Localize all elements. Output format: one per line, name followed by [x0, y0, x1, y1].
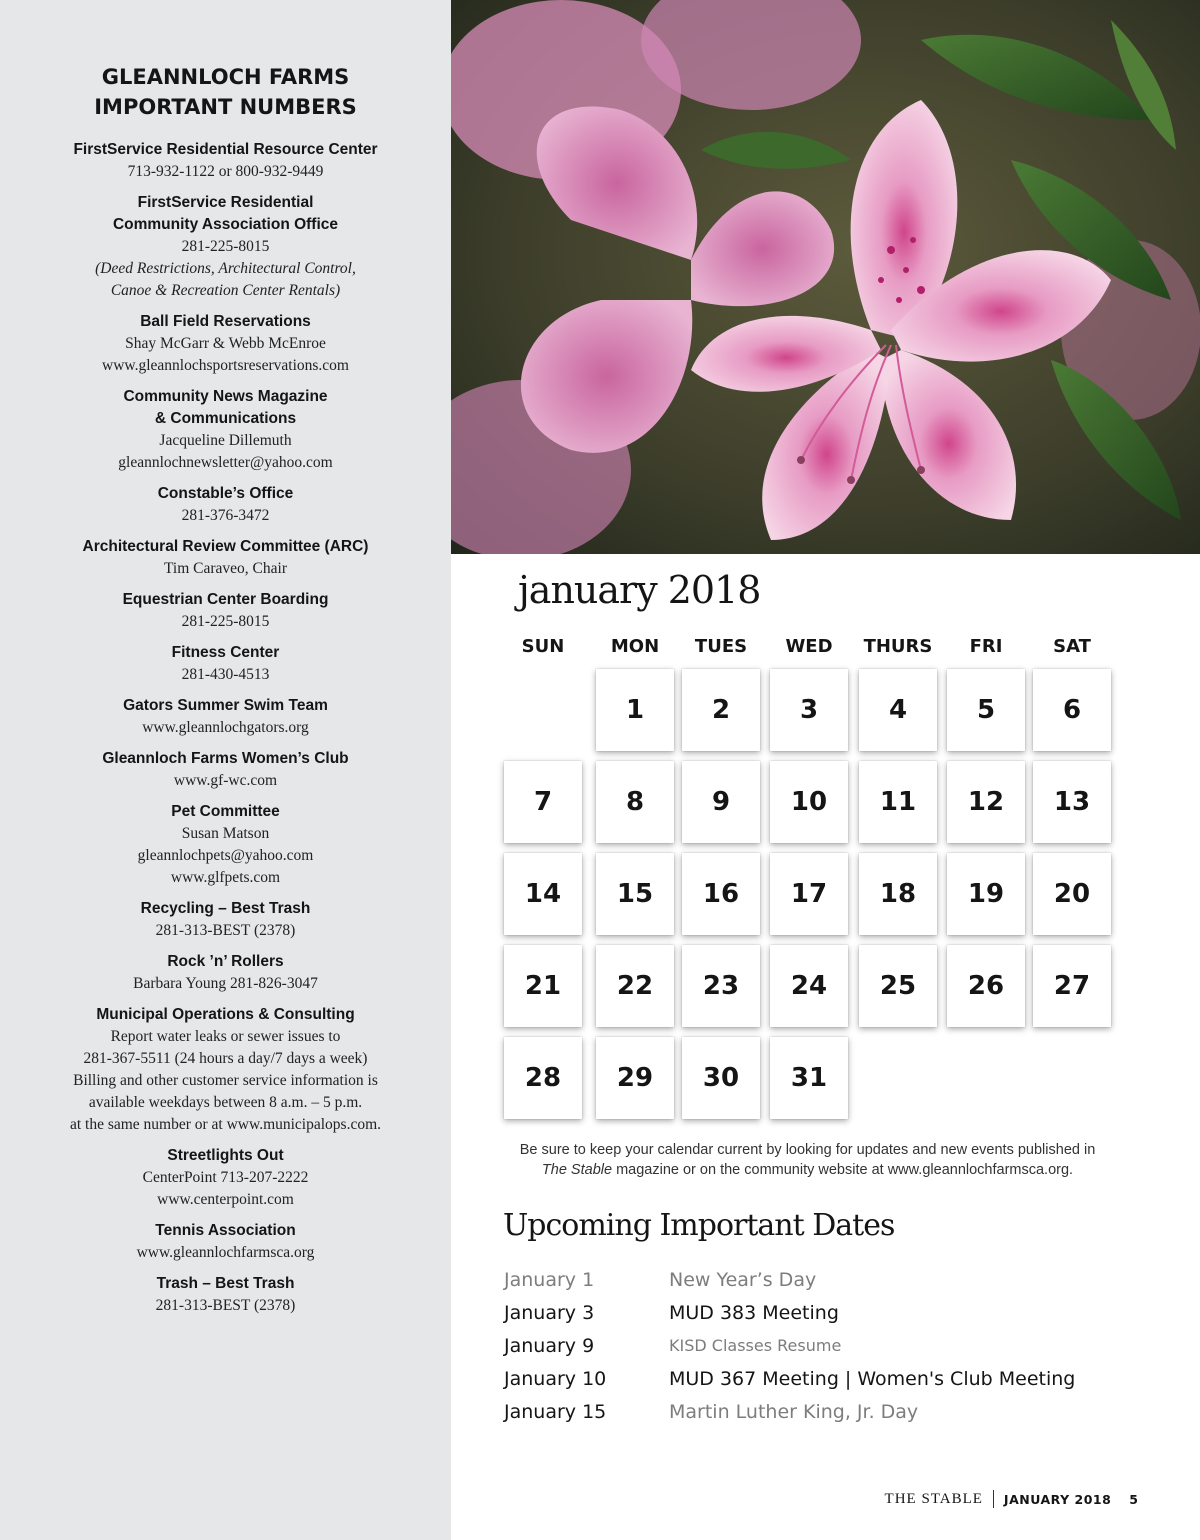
contact-detail: 281-313-BEST (2378): [155, 1297, 296, 1314]
contact-list: [0, 139, 451, 1326]
calendar-note-line2: magazine or on the community website at www.gleannlochfarmsca.org.: [612, 1162, 1074, 1178]
contact-detail: Jacqueline Dillemuth: [159, 432, 292, 449]
contact-entry: [0, 386, 451, 474]
upcoming-date: January 15: [504, 1401, 607, 1423]
azalea-flower-image: [451, 0, 1200, 554]
calendar-day: 3: [770, 669, 848, 751]
contact-entry: [0, 311, 451, 377]
azalea-photo: [451, 0, 1200, 554]
calendar-day: 23: [682, 945, 760, 1027]
page-number: 5: [1129, 1491, 1138, 1507]
calendar-day: 15: [596, 853, 674, 935]
calendar-day: 29: [596, 1037, 674, 1119]
contact-title: Recycling – Best Trash: [140, 900, 311, 917]
calendar-day: 11: [859, 761, 937, 843]
contact-entry: [0, 898, 451, 942]
contact-detail: www.gf-wc.com: [173, 772, 278, 789]
contact-title: Fitness Center: [171, 644, 280, 661]
contact-title: Streetlights Out: [167, 1147, 284, 1164]
contact-title: Municipal Operations & Consulting: [96, 1006, 355, 1023]
calendar-day: 5: [947, 669, 1025, 751]
calendar-day: 7: [504, 761, 582, 843]
upcoming-event: KISD Classes Resume: [669, 1336, 842, 1355]
contact-title: Ball Field Reservations: [140, 313, 311, 330]
weekday-label: THURS: [863, 636, 933, 657]
contact-note: (Deed Restrictions, Architectural Control,: [95, 260, 356, 277]
weekday-label: SUN: [521, 636, 565, 657]
contact-entry: [0, 1145, 451, 1211]
contact-entry: [0, 536, 451, 580]
calendar-day: 25: [859, 945, 937, 1027]
calendar-note-magazine: The Stable: [541, 1162, 613, 1178]
calendar-day: 19: [947, 853, 1025, 935]
sidebar-title-line2: IMPORTANT NUMBERS: [94, 95, 357, 119]
contact-title: Tennis Association: [155, 1222, 296, 1239]
calendar-day: 24: [770, 945, 848, 1027]
contact-detail: Tim Caraveo, Chair: [164, 560, 287, 577]
contact-detail: www.gleannlochsportsreservations.com: [102, 357, 349, 374]
upcoming-event: MUD 383 Meeting: [669, 1302, 839, 1324]
upcoming-event: New Year’s Day: [669, 1269, 817, 1291]
contact-entry: [0, 1004, 451, 1136]
contact-title: Gators Summer Swim Team: [123, 697, 328, 714]
contact-detail: 281-313-BEST (2378): [155, 922, 296, 939]
calendar-note: [500, 1140, 1115, 1180]
contact-title: & Communications: [154, 410, 297, 427]
contact-detail: Barbara Young 281-826-3047: [133, 975, 318, 992]
sidebar-title-line1: GLEANNLOCH FARMS: [101, 65, 350, 89]
upcoming-date: January 9: [504, 1335, 595, 1357]
upcoming-date: January 10: [504, 1368, 607, 1390]
upcoming-dates-title: Upcoming Important Dates: [503, 1208, 895, 1243]
contact-title: Trash – Best Trash: [156, 1275, 295, 1292]
calendar-day: 27: [1033, 945, 1111, 1027]
contact-detail: 281-225-8015: [181, 613, 270, 630]
calendar-day: 28: [504, 1037, 582, 1119]
contact-title: Gleannloch Farms Women’s Club: [102, 750, 349, 767]
contact-entry: [0, 695, 451, 739]
upcoming-date: January 3: [504, 1302, 595, 1324]
upcoming-date: January 1: [504, 1269, 595, 1291]
contact-entry: [0, 642, 451, 686]
calendar-day: 2: [682, 669, 760, 751]
calendar-day: 17: [770, 853, 848, 935]
contact-detail: at the same number or at www.municipalops.com.: [69, 1116, 382, 1133]
contact-entry: [0, 139, 451, 183]
calendar-day: 1: [596, 669, 674, 751]
contact-entry: [0, 1220, 451, 1264]
calendar-day: 10: [770, 761, 848, 843]
contact-detail: 281-430-4513: [181, 666, 270, 683]
important-numbers-sidebar: [0, 0, 451, 1540]
weekday-label: SAT: [1053, 636, 1091, 657]
calendar-day: 14: [504, 853, 582, 935]
contact-note: Canoe & Recreation Center Rentals): [110, 282, 341, 299]
contact-title: Equestrian Center Boarding: [122, 591, 329, 608]
contact-title: Constable’s Office: [157, 485, 294, 502]
weekday-label: FRI: [969, 636, 1003, 657]
calendar-day: 16: [682, 853, 760, 935]
contact-entry: [0, 483, 451, 527]
contact-entry: [0, 801, 451, 889]
contact-title: Community Association Office: [112, 216, 339, 233]
contact-entry: [0, 748, 451, 792]
calendar-day: 13: [1033, 761, 1111, 843]
calendar-day: 6: [1033, 669, 1111, 751]
contact-title: FirstService Residential Resource Center: [73, 141, 378, 158]
contact-detail: Billing and other customer service information is: [73, 1072, 378, 1089]
calendar-day: 18: [859, 853, 937, 935]
weekday-label: WED: [785, 636, 833, 657]
calendar-title: january 2018: [518, 568, 761, 612]
contact-title: FirstService Residential: [137, 194, 314, 211]
contact-detail: Susan Matson: [181, 825, 270, 842]
weekday-label: MON: [610, 636, 660, 657]
contact-title: Pet Committee: [171, 803, 280, 820]
contact-detail: www.glfpets.com: [170, 869, 281, 886]
weekday-label: TUES: [694, 636, 748, 657]
calendar-day: 21: [504, 945, 582, 1027]
contact-detail: Shay McGarr & Webb McEnroe: [125, 335, 326, 352]
contact-detail: gleannlochpets@yahoo.com: [137, 847, 314, 864]
calendar-day: 20: [1033, 853, 1111, 935]
contact-detail: gleannlochnewsletter@yahoo.com: [118, 454, 333, 471]
upcoming-event: Martin Luther King, Jr. Day: [669, 1401, 919, 1423]
calendar-day: 12: [947, 761, 1025, 843]
footer-publication: THE STABLE: [884, 1490, 983, 1507]
contact-detail: 281-367-5511 (24 hours a day/7 days a week): [83, 1050, 368, 1067]
contact-detail: www.centerpoint.com: [157, 1191, 294, 1208]
calendar-day: 8: [596, 761, 674, 843]
contact-detail: 281-376-3472: [181, 507, 270, 524]
contact-detail: available weekdays between 8 a.m. – 5 p.m.: [88, 1094, 363, 1111]
calendar-day: 4: [859, 669, 937, 751]
upcoming-event: MUD 367 Meeting | Women's Club Meeting: [669, 1368, 1076, 1390]
contact-detail: www.gleannlochfarmsca.org: [136, 1244, 315, 1261]
calendar-day: 22: [596, 945, 674, 1027]
sidebar-title: [0, 62, 451, 122]
page-footer: [885, 1490, 1138, 1508]
contact-title: Rock ’n’ Rollers: [167, 953, 284, 970]
contact-detail: 281-225-8015: [181, 238, 270, 255]
contact-entry: [0, 192, 451, 302]
contact-title: Community News Magazine: [123, 388, 328, 405]
calendar-day: 31: [770, 1037, 848, 1119]
contact-detail: CenterPoint 713-207-2222: [142, 1169, 309, 1186]
contact-detail: 713-932-1122 or 800-932-9449: [127, 163, 324, 180]
footer-divider: [993, 1490, 994, 1508]
contact-detail: Report water leaks or sewer issues to: [110, 1028, 341, 1045]
calendar-day: 26: [947, 945, 1025, 1027]
calendar-note-line1: Be sure to keep your calendar current by looking for updates and new events published in: [519, 1142, 1096, 1158]
calendar-day: 30: [682, 1037, 760, 1119]
footer-issue: JANUARY 2018: [1003, 1491, 1112, 1507]
contact-title: Architectural Review Committee (ARC): [82, 538, 369, 555]
contact-detail: www.gleannlochgators.org: [142, 719, 309, 736]
contact-entry: [0, 951, 451, 995]
calendar-day: 9: [682, 761, 760, 843]
contact-entry: [0, 589, 451, 633]
contact-entry: [0, 1273, 451, 1317]
